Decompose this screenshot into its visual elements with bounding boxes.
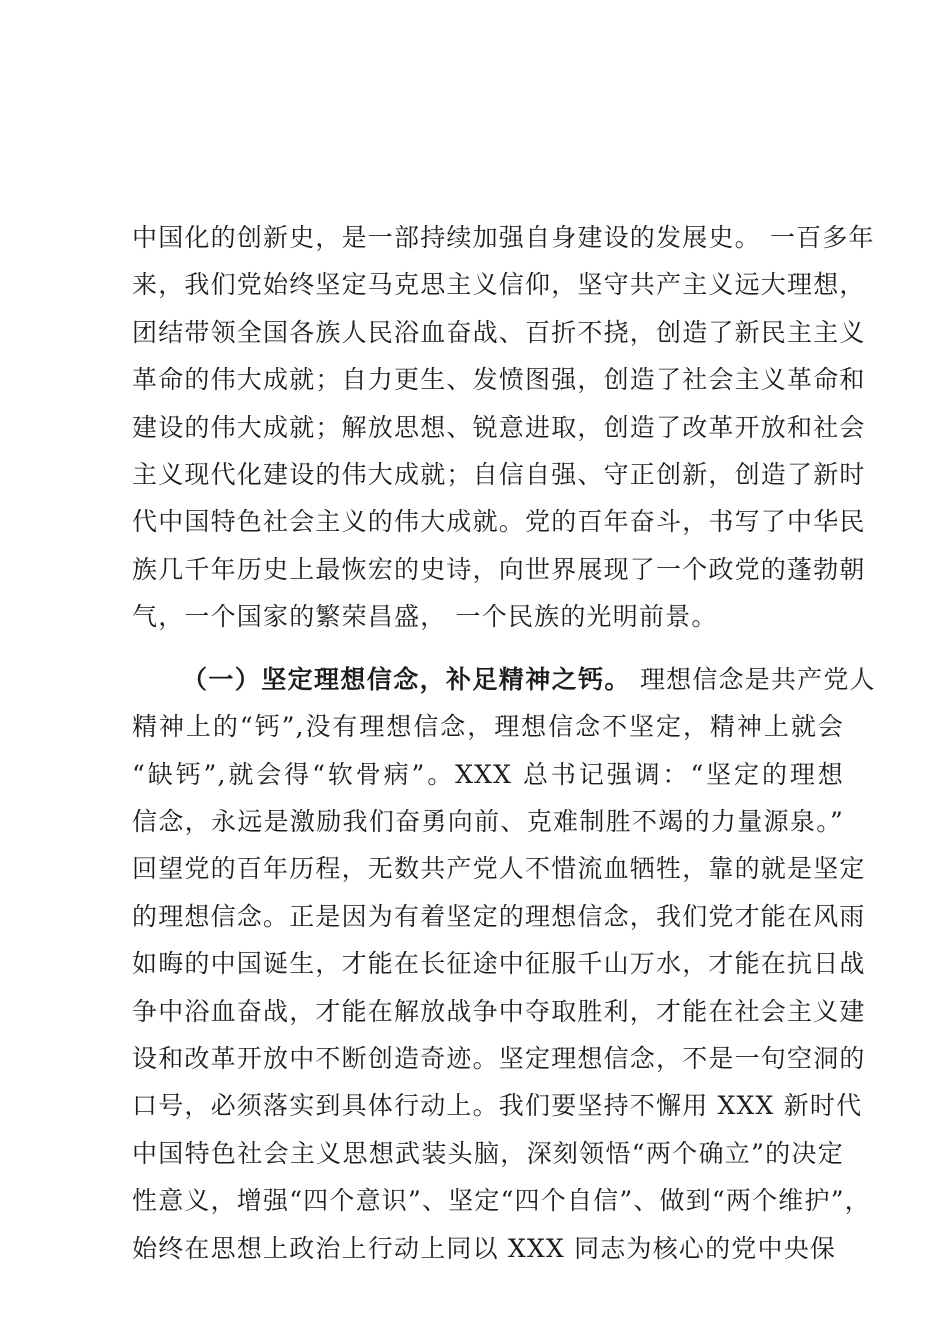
paragraph-1-line-7: 代中国特色社会主义的伟大成就。党的百年奋斗，书写了中华民 — [132, 507, 866, 536]
paragraph-2-line-6: 的理想信念。正是因为有着坚定的理想信念，我们党才能在风雨 — [132, 902, 866, 931]
paragraph-2-line-1 — [182, 657, 876, 703]
paragraph-2-line-10: 口号，必须落实到具体行动上。我们要坚持不懈用 XXX 新时代 — [132, 1091, 863, 1120]
paragraph-2-line-11: 中国特色社会主义思想武装头脑，深刻领悟“两个确立”的决定 — [132, 1139, 844, 1168]
paragraph-1-line-8: 族几千年历史上最恢宏的史诗，向世界展现了一个政党的蓬勃朝 — [132, 555, 866, 584]
paragraph-1-line-2: 来，我们党始终坚定马克思主义信仰，坚守共产主义远大理想， — [132, 270, 866, 299]
paragraph-2-line-2: 精神上的“钙”,没有理想信念，理想信念不坚定，精神上就会 — [132, 712, 844, 741]
paragraph-2-line-8: 争中浴血奋战，才能在解放战争中夺取胜利，才能在社会主义建 — [132, 997, 866, 1026]
paragraph-2-line-7: 如晦的中国诞生，才能在长征途中征服千山万水，才能在抗日战 — [132, 949, 866, 978]
paragraph-2-line-5: 回望党的百年历程，无数共产党人不惜流血牺牲，靠的就是坚定 — [132, 854, 866, 883]
section-heading-continuation: 理想信念是共产党人 — [630, 665, 876, 694]
paragraph-2-line-3: “缺钙”,就会得“软骨病”。XXX 总书记强调：“坚定的理想 — [132, 760, 844, 789]
paragraph-1-line-1: 中国化的创新史，是一部持续加强自身建设的发展史。 一百多年 — [132, 223, 875, 252]
paragraph-1-line-3: 团结带领全国各族人民浴血奋战、百折不挠，创造了新民主主义 — [132, 318, 866, 347]
paragraph-1-line-6: 主义现代化建设的伟大成就；自信自强、守正创新，创造了新时 — [132, 460, 866, 489]
paragraph-2-line-4: 信念，永远是激励我们奋勇向前、克难制胜不竭的力量源泉。” — [132, 807, 844, 836]
paragraph-2-line-13: 始终在思想上政治上行动上同以 XXX 同志为核心的党中央保 — [132, 1234, 837, 1263]
paragraph-1-line-9: 气，一个国家的繁荣昌盛， 一个民族的光明前景。 — [132, 602, 718, 631]
section-heading: （一）坚定理想信念，补足精神之钙。 — [182, 665, 631, 694]
paragraph-1-line-4: 革命的伟大成就；自力更生、发愤图强，创造了社会主义革命和 — [132, 365, 866, 394]
paragraph-2-line-12: 性意义，增强“四个意识”、坚定“四个自信”、做到“两个维护”， — [132, 1186, 871, 1215]
paragraph-2-line-9: 设和改革开放中不断创造奇迹。坚定理想信念，不是一句空洞的 — [132, 1044, 866, 1073]
paragraph-1-line-5: 建设的伟大成就；解放思想、锐意进取，创造了改革开放和社会 — [132, 413, 866, 442]
